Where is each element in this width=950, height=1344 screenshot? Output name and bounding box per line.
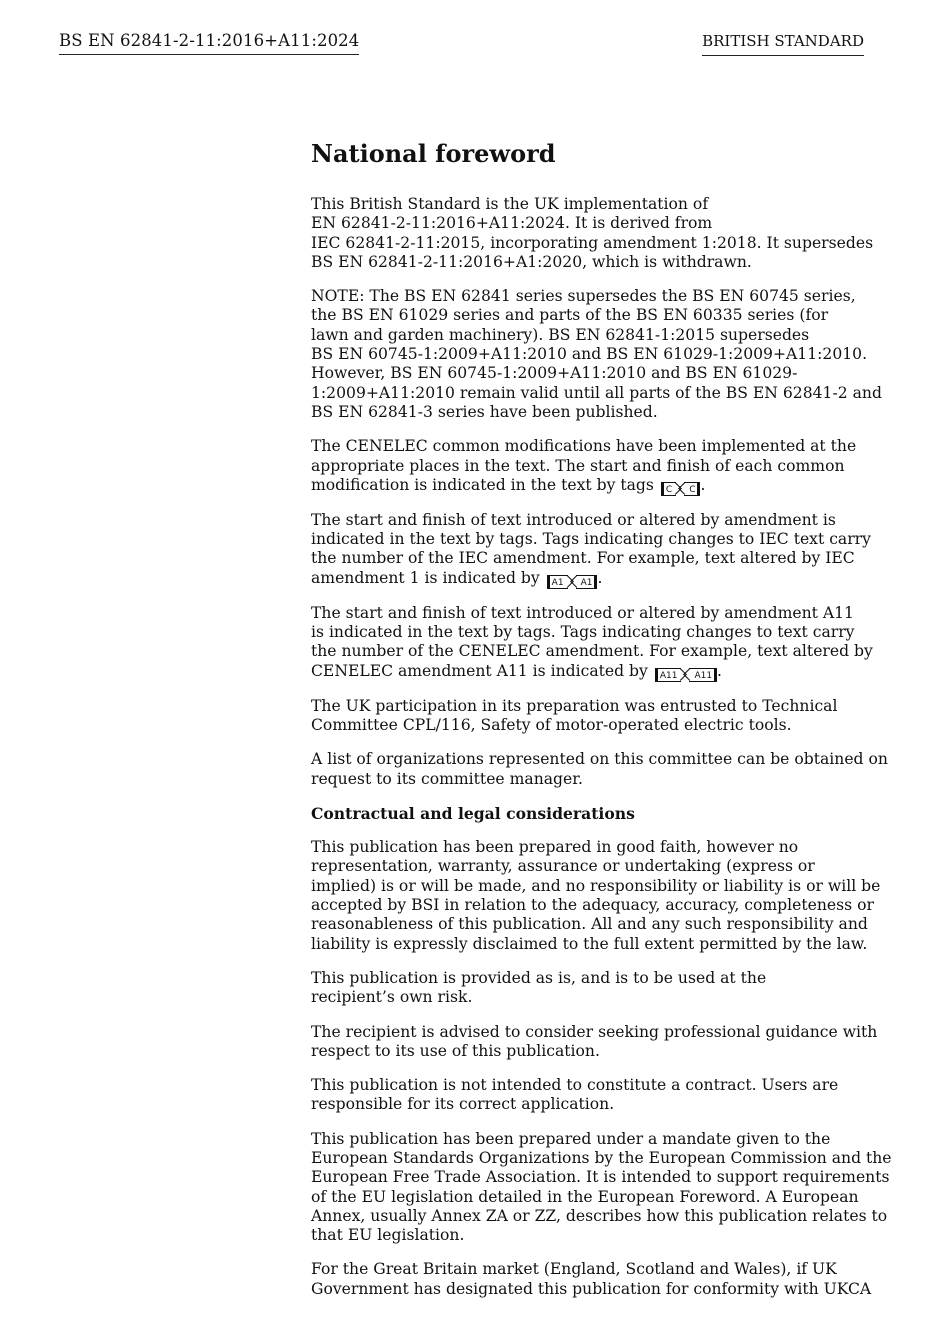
tag-a11-close-icon: A11 [689,668,717,682]
text-line: lawn and garden machinery). BS EN 62841-1:2015 supersedes [311,325,810,344]
text-line: amendment 1 is indicated by A1 A1 . [311,568,603,588]
text-line: EN 62841-2-11:2016+A11:2024. It is derived from [311,214,713,233]
text-line: This British Standard is the UK implementation of [311,195,709,213]
text-line: modification is indicated in the text by tags C C . [311,475,706,495]
tag-c-open-icon: C [661,482,676,496]
text-segment: modification is indicated in the text by tags [311,475,654,494]
text-line: Government has designated this publication for conformity with UKCA [311,1279,872,1298]
text-line: BS EN 62841-2-11:2016+A1:2020, which is withdrawn. [311,252,752,271]
text-line: BS EN 60745-1:2009+A11:2010 and BS EN 61029-1:2009+A11:2010. [311,345,868,364]
text-line: CENELEC amendment A11 is indicated by A11 A11 . [311,661,723,681]
paragraph-uk-participation [311,697,871,736]
text-line: Annex, usually Annex ZA or ZZ, describes how this publication relates to [311,1206,888,1225]
text-line: the number of the CENELEC amendment. For example, text altered by [311,642,873,661]
paragraph-not-contract [311,1076,871,1115]
paragraph-implementation [311,195,874,272]
text-line: is indicated in the text by tags. Tags indicating changes to text carry [311,623,855,642]
paragraph-a11-amendment-tags [311,604,871,682]
text-line: Committee CPL/116, Safety of motor-operated electric tools. [311,715,792,734]
text-segment: CENELEC amendment A11 is indicated by [311,661,648,680]
text-line: For the Great Britain market (England, Scotland and Wales), if UK [311,1260,837,1279]
text-line: The start and finish of text introduced or altered by amendment A11 [311,603,854,622]
paragraph-note [311,287,882,422]
tag-a1-close-icon: A1 [576,575,598,589]
text-line: appropriate places in the text. The start and finish of each common [311,456,845,475]
text-line: BS EN 62841-3 series have been published. [311,402,658,421]
paragraph-own-risk [311,969,871,1008]
text-line: the number of the IEC amendment. For example, text altered by IEC [311,549,855,568]
text-line: This publication has been prepared under a mandate given to the [311,1129,831,1148]
text-segment: amendment 1 is indicated by [311,568,540,587]
text-line: NOTE: The BS EN 62841 series supersedes the BS EN 60745 series, [311,287,856,306]
text-line: liability is expressly disclaimed to the full extent permitted by the law. [311,934,868,953]
document-id-header: BS EN 62841-2-11:2016+A11:2024 [59,31,359,55]
text-line: of the EU legislation detailed in the European Foreword. A European [311,1187,859,1206]
text-line: the BS EN 61029 series and parts of the BS EN 60335 series (for [311,306,829,325]
text-line: accepted by BSI in relation to the adequacy, accuracy, completeness or [311,896,874,915]
text-line: This publication has been prepared in good faith, however no [311,838,799,857]
text-line: However, BS EN 60745-1:2009+A11:2010 and BS EN 61029- [311,364,798,383]
text-line: respect to its use of this publication. [311,1041,600,1060]
text-line: that EU legislation. [311,1226,465,1245]
paragraph-mandate [311,1129,892,1246]
paragraph-cenelec-modifications [311,437,871,496]
section-heading: Contractual and legal considerations [311,803,635,823]
text-line: The UK participation in its preparation was entrusted to Technical [311,696,838,715]
foreword-body [311,139,892,1314]
text-line: The start and finish of text introduced or altered by amendment is [311,510,836,529]
text-line: reasonableness of this publication. All and any such responsibility and [311,915,868,934]
paragraph-great-britain-market [311,1260,871,1299]
paragraph-organizations-list [311,750,888,789]
paragraph-professional-guidance [311,1022,878,1062]
text-line: responsible for its correct application. [311,1095,615,1114]
text-line: The CENELEC common modifications have been implemented at the [311,437,857,456]
text-line: implied) is or will be made, and no responsibility or liability is or will be [311,876,881,895]
text-line: IEC 62841-2-11:2015, incorporating amendment 1:2018. It supersedes [311,233,874,252]
text-line: request to its committee manager. [311,769,583,788]
page-title: National foreword [311,139,556,168]
tag-c-close-icon: C [684,482,700,496]
text-line: 1:2009+A11:2010 remain valid until all parts of the BS EN 62841-2 and [311,383,882,402]
text-line: recipient’s own risk. [311,988,473,1007]
text-line: indicated in the text by tags. Tags indicating changes to IEC text carry [311,530,871,549]
text-line: European Standards Organizations by the European Commission and the [311,1148,892,1167]
text-line: European Free Trade Association. It is intended to support requirements [311,1168,890,1187]
text-line: The recipient is advised to consider seeking professional guidance with [311,1022,878,1041]
text-line: This publication is provided as is, and is to be used at the [311,968,767,987]
paragraph-iec-amendment-tags [311,511,871,589]
tag-a11-open-icon: A11 [655,668,682,682]
text-line: A list of organizations represented on this committee can be obtained on [311,750,888,769]
text-line: This publication is not intended to constitute a contract. Users are [311,1076,839,1095]
tag-a1-open-icon: A1 [547,575,568,589]
paragraph-good-faith [311,838,881,954]
text-line: representation, warranty, assurance or undertaking (express or [311,857,815,876]
standard-label-header: BRITISH STANDARD [702,32,864,56]
